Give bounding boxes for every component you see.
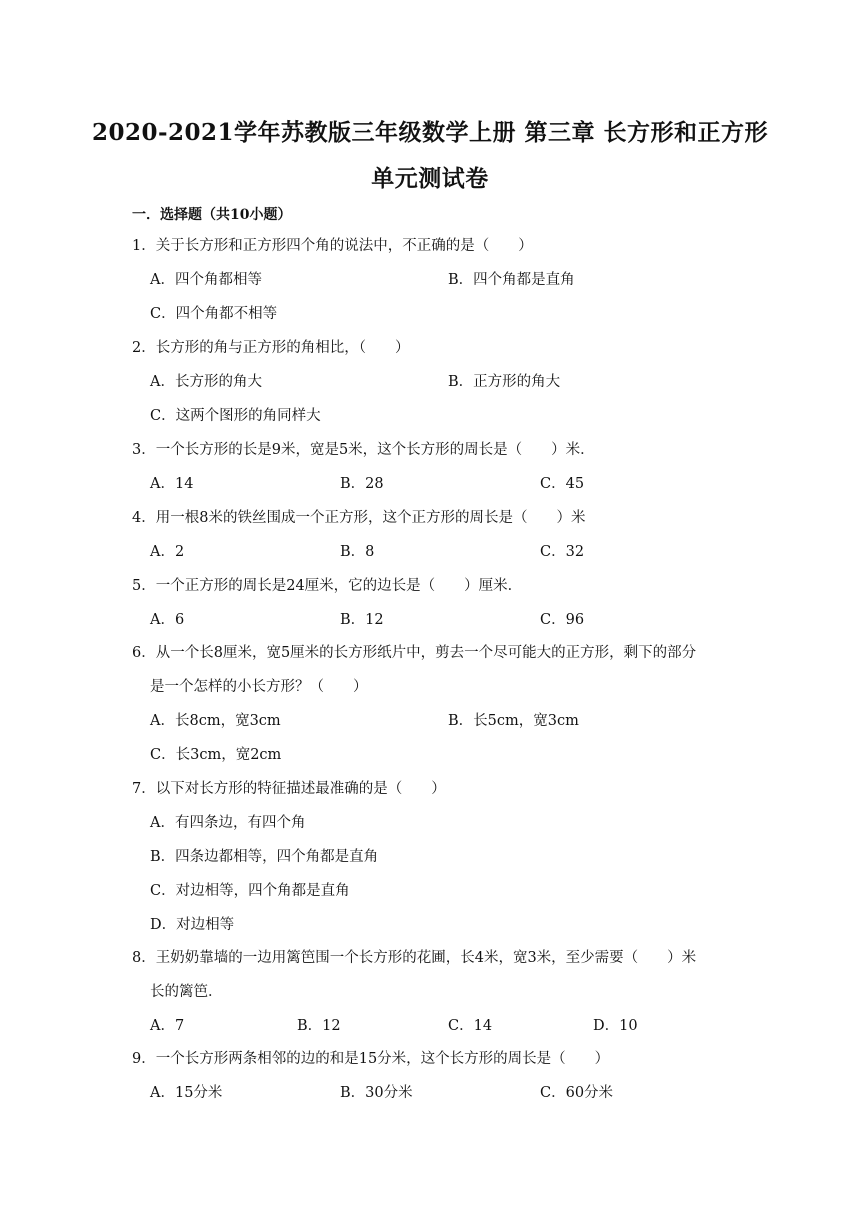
- question-7-option-d: D．对边相等: [150, 917, 235, 933]
- question-5-option-b: B．12: [340, 612, 384, 628]
- question-3-stem: 3．一个长方形的长是9米，宽是5米，这个长方形的周长是（ ）米．: [132, 442, 595, 458]
- question-5-option-a: A．6: [150, 612, 185, 628]
- question-8-option-a: A．7: [150, 1018, 185, 1034]
- question-9-option-a: A．15分米: [150, 1085, 223, 1101]
- question-9-stem: 9．一个长方形两条相邻的边的和是15分米，这个长方形的周长是（ ）: [132, 1051, 610, 1067]
- question-3-option-a: A．14: [150, 476, 194, 492]
- question-4-option-b: B．8: [340, 544, 375, 560]
- question-3-option-c: C．45: [540, 476, 585, 492]
- question-9-option-b: B．30分米: [340, 1085, 413, 1101]
- question-1-option-a: A．四个角都相等: [150, 272, 262, 288]
- question-4-option-a: A．2: [150, 544, 185, 560]
- page-title: 2020-2021学年苏教版三年级数学上册 第三章 长方形和正方形: [91, 119, 769, 146]
- question-2-option-b: B．正方形的角大: [448, 374, 561, 390]
- question-6-option-c: C．长3cm，宽2cm: [150, 747, 282, 763]
- question-6-option-b: B．长5cm，宽3cm: [448, 713, 579, 729]
- question-7-stem: 7．以下对长方形的特征描述最准确的是（ ）: [132, 781, 446, 797]
- question-3-option-b: B．28: [340, 476, 384, 492]
- question-8-stem: 8．王奶奶靠墙的一边用篱笆围一个长方形的花圃，长4米，宽3米，至少需要（ ）米: [132, 950, 697, 966]
- question-5-stem: 5．一个正方形的周长是24厘米，它的边长是（ ）厘米．: [132, 578, 523, 594]
- question-5-option-c: C．96: [540, 612, 585, 628]
- question-6-stem: 6．从一个长8厘米，宽5厘米的长方形纸片中，剪去一个尽可能大的正方形，剩下的部分: [132, 645, 697, 661]
- page-subtitle: 单元测试卷: [371, 165, 489, 192]
- question-2-stem: 2．长方形的角与正方形的角相比，（ ）: [132, 340, 410, 356]
- section-heading: 一．选择题（共10小题）: [132, 207, 292, 223]
- question-7-option-c: C．对边相等，四个角都是直角: [150, 883, 350, 899]
- question-9-option-c: C．60分米: [540, 1085, 614, 1101]
- question-8-stem-continued: 长的篱笆．: [150, 984, 223, 1000]
- question-8-option-c: C．14: [448, 1018, 493, 1034]
- question-1-stem: 1．关于长方形和正方形四个角的说法中，不正确的是（ ）: [132, 238, 533, 254]
- question-1-option-c: C．四个角都不相等: [150, 306, 278, 322]
- question-1-option-b: B．四个角都是直角: [448, 272, 575, 288]
- question-7-option-a: A．有四条边，有四个角: [150, 815, 306, 831]
- question-4-option-c: C．32: [540, 544, 585, 560]
- question-2-option-a: A．长方形的角大: [150, 374, 262, 390]
- question-6-option-a: A．长8cm，宽3cm: [150, 713, 281, 729]
- question-7-option-b: B．四条边都相等，四个角都是直角: [150, 849, 379, 865]
- question-8-option-b: B．12: [297, 1018, 341, 1034]
- question-4-stem: 4．用一根8米的铁丝围成一个正方形，这个正方形的周长是（ ）米: [132, 510, 586, 526]
- question-2-option-c: C．这两个图形的角同样大: [150, 408, 321, 424]
- question-8-option-d: D．10: [593, 1018, 638, 1034]
- question-6-stem-continued: 是一个怎样的小长方形？（ ）: [150, 679, 368, 695]
